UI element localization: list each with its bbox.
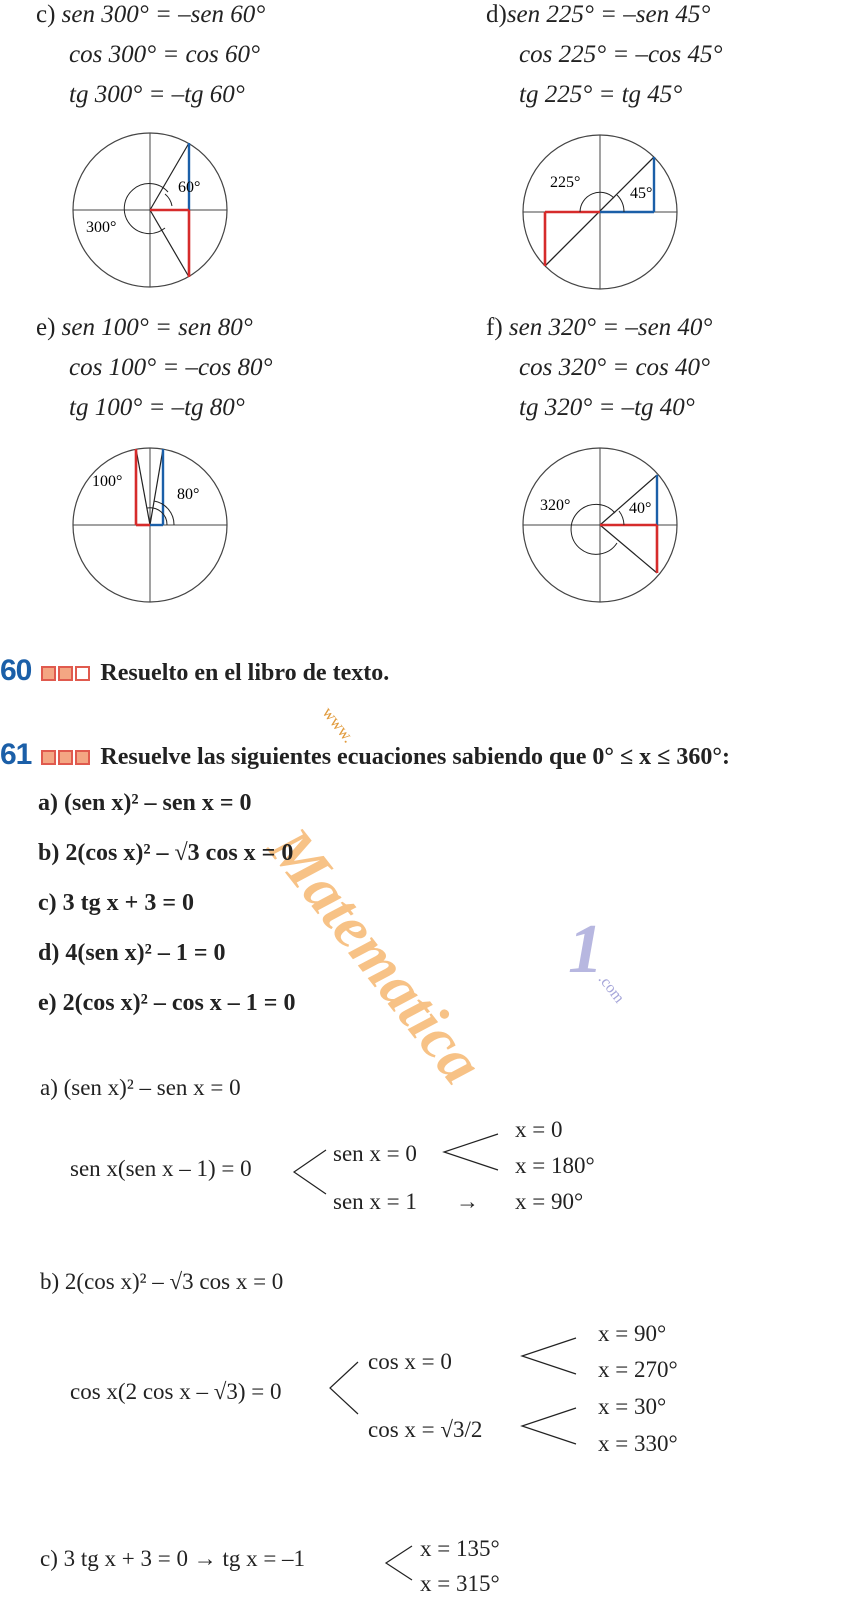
watermark-one: 1 xyxy=(568,911,603,988)
problem-e: e) 2(cos x)² – cos x – 1 = 0 xyxy=(38,990,296,1016)
branch-lines-b1 xyxy=(518,1336,580,1378)
block-c-line2: cos 300° = cos 60° xyxy=(69,41,261,68)
exercise-60-number: 60 xyxy=(0,654,32,687)
branch-lines-b xyxy=(326,1360,362,1416)
solution-a-factored: sen x(sen x – 1) = 0 xyxy=(70,1156,252,1181)
solution-b-r4: x = 330° xyxy=(598,1431,678,1456)
block-c-line3: tg 300° = –tg 60° xyxy=(69,81,245,108)
block-f-line2: cos 320° = cos 40° xyxy=(519,354,711,381)
label-225: 225° xyxy=(550,174,581,191)
block-c-line1: c) sen 300° = –sen 60° xyxy=(36,1,266,28)
unit-circle-f xyxy=(520,445,680,605)
difficulty-boxes xyxy=(41,666,92,686)
solution-a-r3: x = 90° xyxy=(515,1189,584,1214)
solution-b-r3: x = 30° xyxy=(598,1394,667,1419)
block-e-line3: tg 100° = –tg 80° xyxy=(69,394,245,421)
difficulty-box-filled xyxy=(75,750,90,765)
solution-b-r2: x = 270° xyxy=(598,1357,678,1382)
block-d-line2: cos 225° = –cos 45° xyxy=(519,41,723,68)
watermark-main: Matematica xyxy=(255,815,496,1097)
solution-a-case2: sen x = 1 xyxy=(333,1189,417,1214)
block-d xyxy=(486,0,723,110)
block-e xyxy=(36,313,273,423)
unit-circle-e xyxy=(70,445,230,605)
solution-b-case1: cos x = 0 xyxy=(368,1349,452,1374)
watermark-com: .com xyxy=(594,971,628,1007)
difficulty-boxes xyxy=(41,750,92,770)
solution-a-r2: x = 180° xyxy=(515,1153,595,1178)
exercise-60 xyxy=(0,654,389,688)
solution-c-r1: x = 135° xyxy=(420,1536,500,1561)
watermark-www: www. xyxy=(318,703,359,747)
difficulty-box-filled xyxy=(41,750,56,765)
block-f-line1: f) sen 320° = –sen 40° xyxy=(486,314,713,341)
solution-b-case2: cos x = √3/2 xyxy=(368,1417,483,1442)
unit-circle-d xyxy=(520,132,680,292)
exercise-61-number: 61 xyxy=(0,738,32,771)
branch-lines-a2 xyxy=(440,1132,502,1174)
label-100: 100° xyxy=(92,473,123,490)
exercise-61 xyxy=(0,738,730,772)
difficulty-box-filled xyxy=(58,666,73,681)
solution-a-case1: sen x = 0 xyxy=(333,1141,417,1166)
problem-list xyxy=(38,790,295,1040)
problem-d: d) 4(sen x)² – 1 = 0 xyxy=(38,940,226,966)
solution-a-r1: x = 0 xyxy=(515,1117,563,1142)
label-60: 60° xyxy=(178,179,201,196)
problem-a: a) (sen x)² – sen x = 0 xyxy=(38,790,252,816)
difficulty-box-filled xyxy=(41,666,56,681)
label-40: 40° xyxy=(629,500,652,517)
branch-lines-b2 xyxy=(518,1406,580,1448)
solution-c-r2: x = 315° xyxy=(420,1571,500,1596)
difficulty-box-empty xyxy=(75,666,90,681)
block-c xyxy=(36,0,265,110)
difficulty-box-filled xyxy=(58,750,73,765)
solution-c-title: c) 3 tg x + 3 = 0 → tg x = –1 xyxy=(40,1546,306,1571)
block-d-line1: d)sen 225° = –sen 45° xyxy=(486,1,711,28)
branch-lines-a xyxy=(290,1148,330,1196)
unit-circle-c xyxy=(70,130,230,290)
label-45: 45° xyxy=(630,185,653,202)
branch-lines-c xyxy=(382,1544,416,1584)
label-320: 320° xyxy=(540,497,571,514)
exercise-60-text: Resuelto en el libro de texto. xyxy=(100,660,390,686)
block-e-line2: cos 100° = –cos 80° xyxy=(69,354,273,381)
solution-b-r1: x = 90° xyxy=(598,1321,667,1346)
solution-b-factored: cos x(2 cos x – √3) = 0 xyxy=(70,1379,282,1404)
block-f xyxy=(486,313,712,423)
exercise-61-text: Resuelve las siguientes ecuaciones sabiendo que 0° ≤ x ≤ 360°: xyxy=(100,744,730,770)
solution-b-title: b) 2(cos x)² – √3 cos x = 0 xyxy=(40,1269,284,1294)
label-80: 80° xyxy=(177,486,200,503)
block-d-line3: tg 225° = tg 45° xyxy=(519,81,683,108)
label-300: 300° xyxy=(86,219,117,236)
problem-b: b) 2(cos x)² – √3 cos x = 0 xyxy=(38,840,294,866)
block-e-line1: e) sen 100° = sen 80° xyxy=(36,314,253,341)
solution-a-arrow: → xyxy=(456,1189,479,1214)
solution-a-title: a) (sen x)² – sen x = 0 xyxy=(40,1075,241,1100)
block-f-line3: tg 320° = –tg 40° xyxy=(519,394,695,421)
problem-c: c) 3 tg x + 3 = 0 xyxy=(38,890,194,916)
